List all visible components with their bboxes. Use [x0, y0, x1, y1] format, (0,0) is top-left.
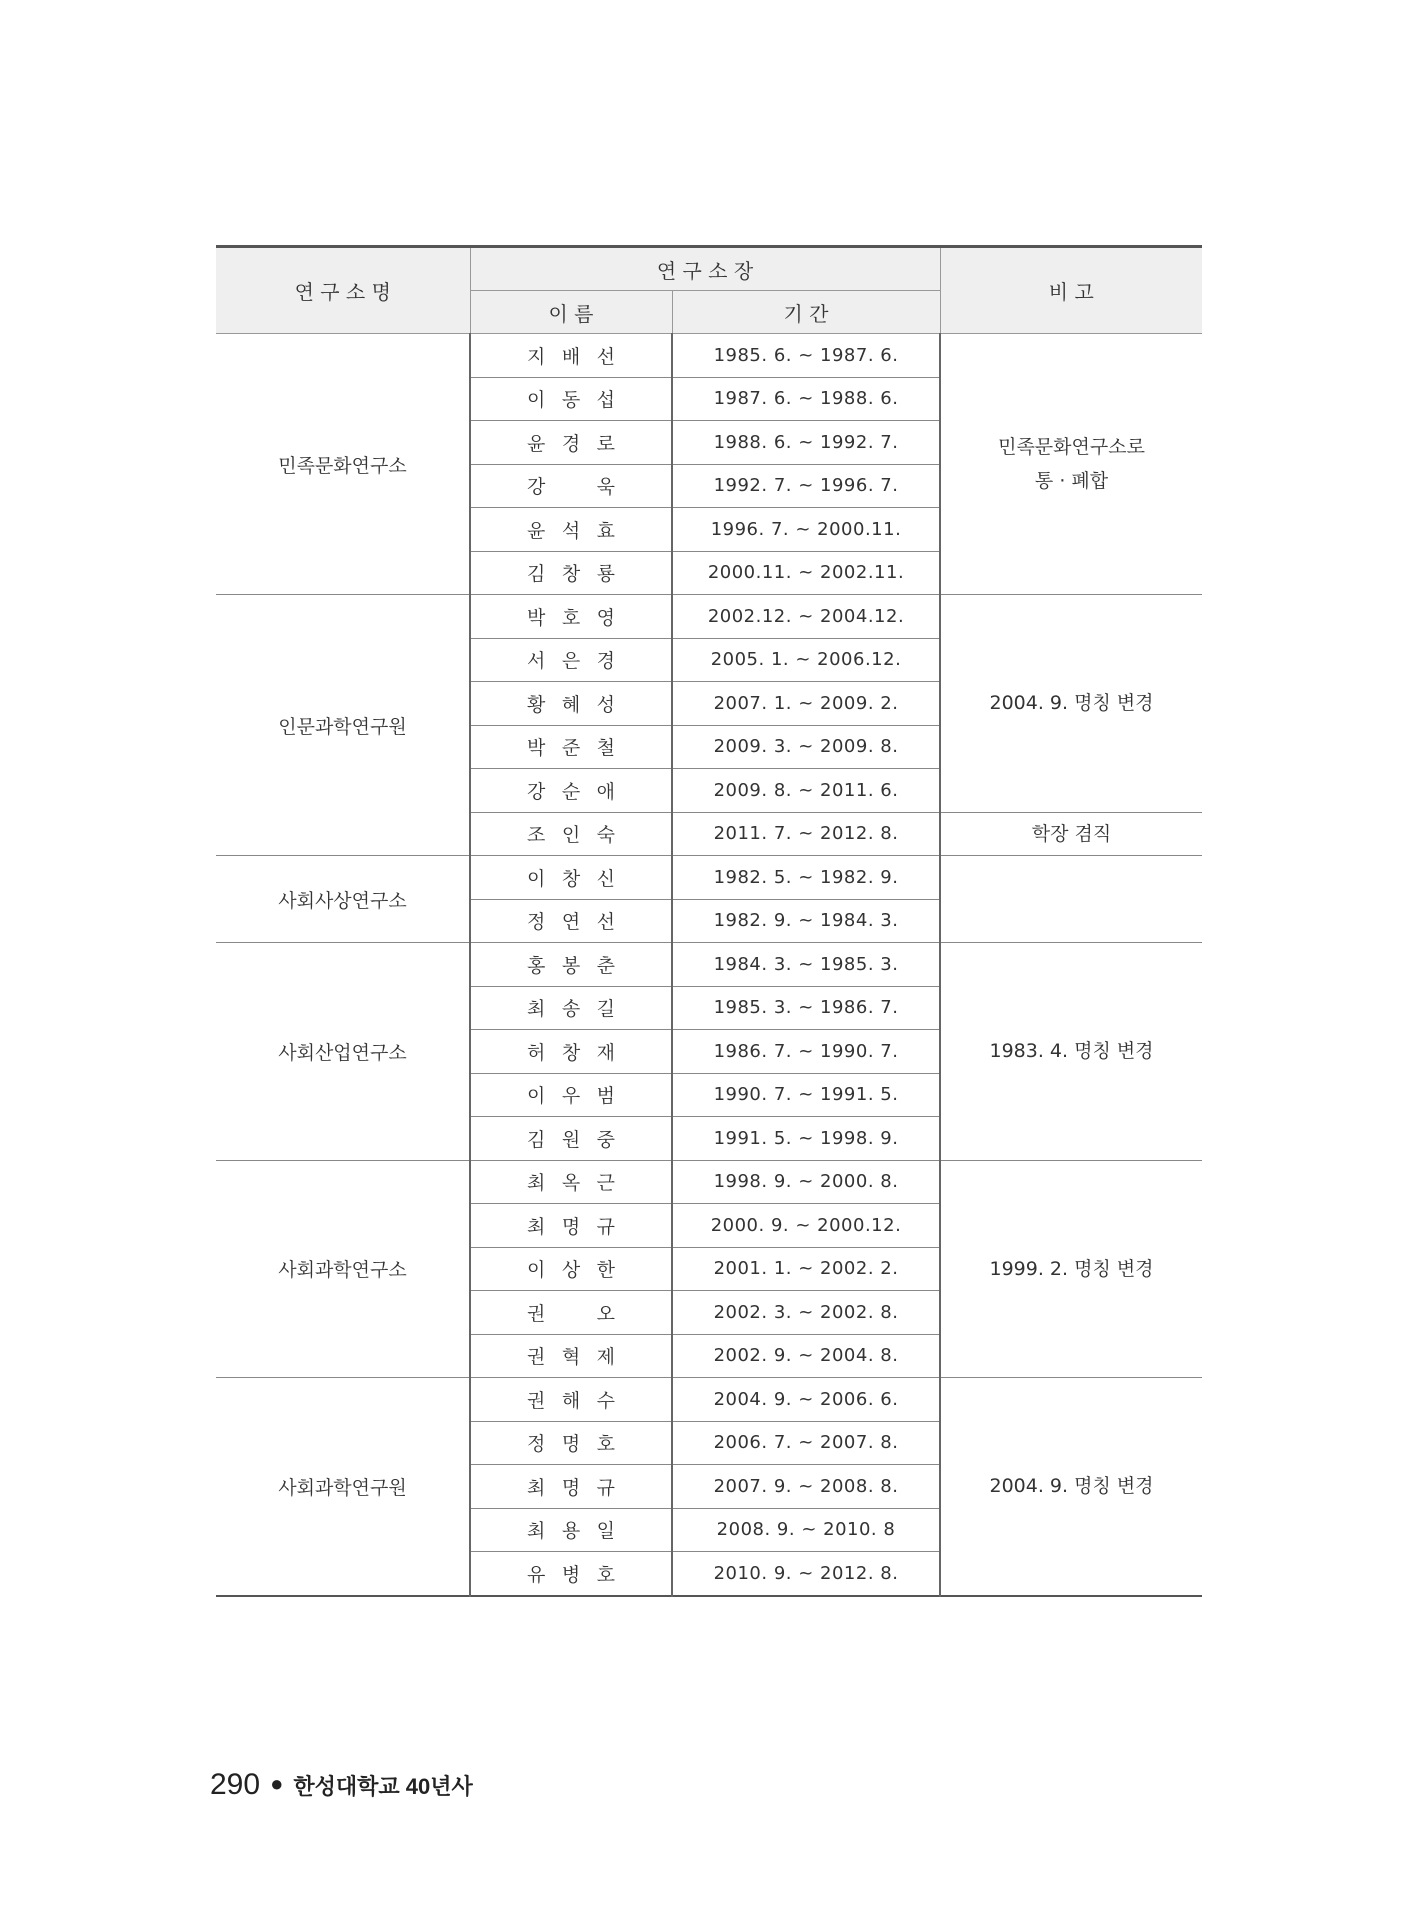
- director-name-text: 정 연 선: [527, 911, 615, 934]
- director-name: [470, 812, 672, 856]
- term-period: 1984. 3. ~ 1985. 3.: [672, 943, 940, 987]
- director-name: [470, 1465, 672, 1509]
- director-name: [470, 899, 672, 943]
- director-name-text: 유 병 호: [527, 1563, 615, 1586]
- table-body: [216, 334, 1202, 1596]
- page-footer: [210, 1768, 473, 1802]
- director-name-text: 윤 경 로: [527, 432, 615, 455]
- term-period: 2002. 3. ~ 2002. 8.: [672, 1291, 940, 1335]
- director-name-text: 최 명 규: [527, 1215, 615, 1238]
- director-name: [470, 595, 672, 639]
- director-name: [470, 1247, 672, 1291]
- bullet-icon: ●: [270, 1771, 284, 1796]
- director-name: [470, 856, 672, 900]
- note: 민족문화연구소로 통 · 폐합: [940, 334, 1202, 595]
- term-period: 2006. 7. ~ 2007. 8.: [672, 1421, 940, 1465]
- director-name-text: 이 우 범: [527, 1085, 615, 1108]
- term-period: 2005. 1. ~ 2006.12.: [672, 638, 940, 682]
- director-name-text: 최 옥 근: [527, 1172, 615, 1195]
- term-period: 2002.12. ~ 2004.12.: [672, 595, 940, 639]
- director-name-text: 서 은 경: [527, 650, 615, 673]
- term-period: 1986. 7. ~ 1990. 7.: [672, 1030, 940, 1074]
- table-row: [216, 1378, 1202, 1422]
- director-name-text: 이 동 섭: [527, 389, 615, 412]
- term-period: 1991. 5. ~ 1998. 9.: [672, 1117, 940, 1161]
- director-name: [470, 1334, 672, 1378]
- director-name: [470, 334, 672, 378]
- director-name: [470, 986, 672, 1030]
- director-name: [470, 1030, 672, 1074]
- table-row: [216, 334, 1202, 378]
- institute-name: 사회산업연구소: [216, 943, 470, 1161]
- header-director-group: 연 구 소 장: [470, 247, 940, 291]
- note: 1999. 2. 명칭 변경: [940, 1160, 1202, 1378]
- term-period: 2009. 8. ~ 2011. 6.: [672, 769, 940, 813]
- director-name-text: 권 오: [527, 1302, 615, 1325]
- institute-name: 사회사상연구소: [216, 856, 470, 943]
- term-period: 2010. 9. ~ 2012. 8.: [672, 1552, 940, 1596]
- note: 2004. 9. 명칭 변경: [940, 1378, 1202, 1596]
- director-name-text: 권 혁 제: [527, 1346, 615, 1369]
- term-period: 1982. 9. ~ 1984. 3.: [672, 899, 940, 943]
- director-name-text: 최 명 규: [527, 1476, 615, 1499]
- director-name: [470, 377, 672, 421]
- table-row: [216, 856, 1202, 900]
- table-row: [216, 595, 1202, 639]
- term-period: 2000.11. ~ 2002.11.: [672, 551, 940, 595]
- director-name: [470, 1378, 672, 1422]
- director-name-text: 지 배 선: [527, 345, 615, 368]
- director-name: [470, 1073, 672, 1117]
- term-period: 1990. 7. ~ 1991. 5.: [672, 1073, 940, 1117]
- director-name: [470, 943, 672, 987]
- term-period: 2000. 9. ~ 2000.12.: [672, 1204, 940, 1248]
- note: 학장 겸직: [940, 812, 1202, 856]
- book-title: 한성대학교 40년사: [293, 1774, 473, 1799]
- note: 2004. 9. 명칭 변경: [940, 595, 1202, 813]
- header-period: 기 간: [672, 291, 940, 334]
- term-period: 1992. 7. ~ 1996. 7.: [672, 464, 940, 508]
- term-period: 2001. 1. ~ 2002. 2.: [672, 1247, 940, 1291]
- director-name: [470, 464, 672, 508]
- director-name-text: 김 창 룡: [527, 563, 615, 586]
- table-row: [216, 943, 1202, 987]
- director-name-text: 이 상 한: [527, 1259, 615, 1282]
- institute-name: 인문과학연구원: [216, 595, 470, 856]
- director-name-text: 김 원 중: [527, 1128, 615, 1151]
- director-name-text: 황 혜 성: [527, 693, 615, 716]
- director-name: [470, 1421, 672, 1465]
- director-name-text: 최 송 길: [527, 998, 615, 1021]
- term-period: 1987. 6. ~ 1988. 6.: [672, 377, 940, 421]
- term-period: 1996. 7. ~ 2000.11.: [672, 508, 940, 552]
- director-name-text: 정 명 호: [527, 1433, 615, 1456]
- director-name: [470, 1204, 672, 1248]
- note: 1983. 4. 명칭 변경: [940, 943, 1202, 1161]
- term-period: 1998. 9. ~ 2000. 8.: [672, 1160, 940, 1204]
- institute-name: 사회과학연구소: [216, 1160, 470, 1378]
- institute-name: 민족문화연구소: [216, 334, 470, 595]
- director-name-text: 조 인 숙: [527, 824, 615, 847]
- director-name: [470, 421, 672, 465]
- director-name-text: 최 용 일: [527, 1520, 615, 1543]
- directors-table: [216, 245, 1202, 1597]
- director-name-text: 박 호 영: [527, 606, 615, 629]
- director-name-text: 윤 석 효: [527, 519, 615, 542]
- term-period: 1985. 3. ~ 1986. 7.: [672, 986, 940, 1030]
- institute-name: 사회과학연구원: [216, 1378, 470, 1596]
- director-name: [470, 1552, 672, 1596]
- director-name-text: 권 해 수: [527, 1389, 615, 1412]
- director-name-text: 허 창 재: [527, 1041, 615, 1064]
- director-name-text: 박 준 철: [527, 737, 615, 760]
- director-name-text: 강 순 애: [527, 780, 615, 803]
- header-note: 비 고: [940, 247, 1202, 334]
- director-name: [470, 1508, 672, 1552]
- director-name: [470, 1160, 672, 1204]
- director-name-text: 강 욱: [527, 476, 615, 499]
- term-period: 2008. 9. ~ 2010. 8: [672, 1508, 940, 1552]
- director-name: [470, 638, 672, 682]
- term-period: 2002. 9. ~ 2004. 8.: [672, 1334, 940, 1378]
- director-name: [470, 551, 672, 595]
- director-name: [470, 508, 672, 552]
- term-period: 2004. 9. ~ 2006. 6.: [672, 1378, 940, 1422]
- term-period: 1988. 6. ~ 1992. 7.: [672, 421, 940, 465]
- director-name: [470, 1291, 672, 1335]
- term-period: 2007. 1. ~ 2009. 2.: [672, 682, 940, 726]
- director-name-text: 홍 봉 춘: [527, 954, 615, 977]
- director-name: [470, 1117, 672, 1161]
- term-period: 1982. 5. ~ 1982. 9.: [672, 856, 940, 900]
- table-row: [216, 1160, 1202, 1204]
- director-name: [470, 769, 672, 813]
- term-period: 1985. 6. ~ 1987. 6.: [672, 334, 940, 378]
- header-name: 이 름: [470, 291, 672, 334]
- director-name: [470, 682, 672, 726]
- term-period: 2007. 9. ~ 2008. 8.: [672, 1465, 940, 1509]
- term-period: 2011. 7. ~ 2012. 8.: [672, 812, 940, 856]
- page-number: 290: [210, 1768, 261, 1801]
- director-name: [470, 725, 672, 769]
- note: [940, 856, 1202, 943]
- director-name-text: 이 창 신: [527, 867, 615, 890]
- header-institute: 연 구 소 명: [216, 247, 470, 334]
- term-period: 2009. 3. ~ 2009. 8.: [672, 725, 940, 769]
